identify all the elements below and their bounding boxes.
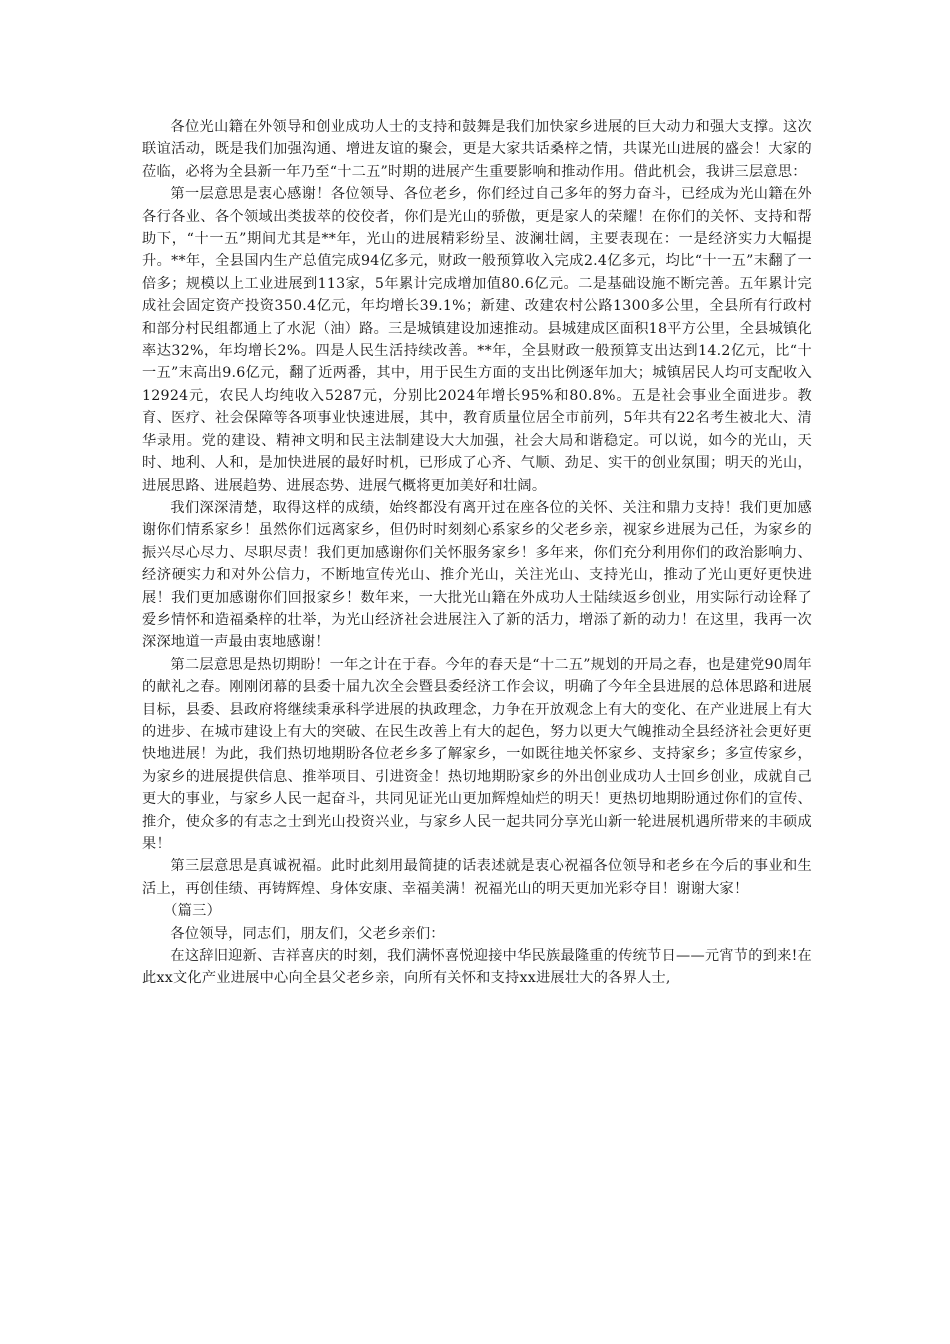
paragraph-second-point: 第二层意思是热切期盼！一年之计在于春。今年的春天是“十二五”规划的开局之春，也是建党90周年的献礼之春。刚刚闭幕的县委十届九次全会暨县委经济工作会议，明确了今年全县进展的总体思路和进展目标，县委、县政府将继续秉承科学进展的执政理念，力争在开放观念上有大的变化、在产业进展上有大的进步、在城市建设上有大的突破、在民生改善上有大的起色，努力以更大气魄推动全县经济社会更好更快地进展！为此，我们热切地期盼各位老乡多了解家乡，一如既往地关怀家乡、支持家乡；多宣传家乡，为家乡的进展提供信息、推举项目、引进资金！热切地期盼家乡的外出创业成功人士回乡创业，成就自己更大的事业，与家乡人民一起奋斗，共同见证光山更加辉煌灿烂的明天！更热切地期盼通过你们的宣传、推介，使众多的有志之士到光山投资兴业，与家乡人民一起共同分享光山新一轮进展机遇所带来的丰硕成果！ <box>142 656 812 852</box>
paragraph-intro: 各位光山籍在外领导和创业成功人士的支持和鼓舞是我们加快家乡进展的巨大动力和强大支撑。这次联谊活动，既是我们加强沟通、增进友谊的聚会，更是大家共话桑梓之情，共谋光山进展的盛会！大家的莅临，必将为全县新一年乃至“十二五”时期的进展产生重要影响和推动作用。借此机会，我讲三层意思： <box>142 119 812 180</box>
paragraph-opening: 在这辞旧迎新、吉祥喜庆的时刻，我们满怀喜悦迎接中华民族最隆重的传统节日——元宵节的到来!在此xx文化产业进展中心向全县父老乡亲，向所有关怀和支持xx进展壮大的各界人士, <box>142 948 812 987</box>
document-page <box>142 116 812 990</box>
paragraph-third-point: 第三层意思是真诚祝福。此时此刻用最简捷的话表述就是衷心祝福各位领导和老乡在今后的事业和生活上，再创佳绩、再铸辉煌、身体安康、幸福美满！祝福光山的明天更加光彩夺目！谢谢大家！ <box>142 858 812 897</box>
paragraph-first-point: 第一层意思是衷心感谢！各位领导、各位老乡，你们经过自己多年的努力奋斗，已经成为光山籍在外各行各业、各个领域出类拔萃的佼佼者，你们是光山的骄傲，更是家人的荣耀！在你们的关怀、支持和帮助下，“十一五”期间尤其是**年，光山的进展精彩纷呈、波澜壮阔，主要表现在：一是经济实力大幅提升。**年，全县国内生产总值完成94亿多元，财政一般预算收入完成2.4亿多元，均比“十一五”末翻了一倍多；规模以上工业进展到113家，5年累计完成增加值80.6亿元。二是基础设施不断完善。五年累计完成社会固定资产投资350.4亿元，年均增长39.1%；新建、改建农村公路1300多公里，全县所有行政村和部分村民组都通上了水泥（油）路。三是城镇建设加速推动。县城建成区面积18平方公里，全县城镇化率达32%，年均增长2%。四是人民生活持续改善。**年，全县财政一般预算支出达到14.2亿元，比“十一五”末高出9.6亿元，翻了近两番，其中，用于民生方面的支出比例逐年加大；城镇居民人均可支配收入12924元，农民人均纯收入5287元，分别比2024年增长95%和80.8%。五是社会事业全面进步。教育、医疗、社会保障等各项事业快速进展，其中，教育质量位居全市前列，5年共有22名考生被北大、清华录用。党的建设、精神文明和民主法制建设大大加强，社会大局和谐稳定。可以说，如今的光山，天时、地利、人和，是加快进展的最好时机，已形成了心齐、气顺、劲足、实干的创业氛围；明天的光山，进展思路、进展趋势、进展态势、进展气概将更加美好和壮阔。 <box>142 186 812 494</box>
paragraph-thanks: 我们深深清楚，取得这样的成绩，始终都没有离开过在座各位的关怀、关注和鼎力支持！我们更加感谢你们情系家乡！虽然你们远离家乡，但仍时时刻刻心系家乡的父老乡亲，视家乡进展为己任，为家乡的振兴尽心尽力、尽职尽责！我们更加感谢你们关怀服务家乡！多年来，你们充分利用你们的政治影响力、经济硬实力和对外公信力，不断地宣传光山、推介光山，关注光山、支持光山，推动了光山更好更快进展！我们更加感谢你们回报家乡！数年来，一大批光山籍在外成功人士陆续返乡创业，用实际行动诠释了爱乡情怀和造福桑梓的壮举，为光山经济社会进展注入了新的活力，增添了新的动力！在这里，我再一次深深地道一声最由衷地感谢！ <box>142 499 812 651</box>
section-heading: （篇三） <box>163 903 222 920</box>
paragraph-salutation: 各位领导，同志们，朋友们，父老乡亲们： <box>170 925 445 942</box>
